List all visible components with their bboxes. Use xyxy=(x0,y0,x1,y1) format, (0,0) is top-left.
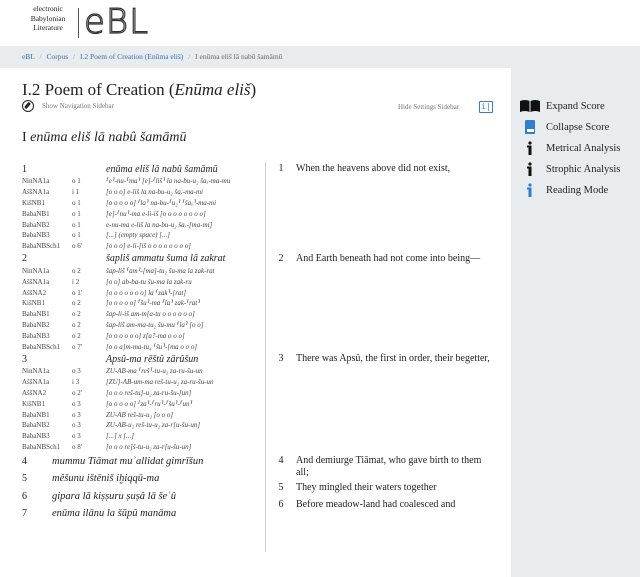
witness-line-ref: i 1 xyxy=(72,188,80,197)
reading-mode-button[interactable] xyxy=(519,182,608,198)
witness-transliteration: [e]-⸢nu⸣-ma e-li-iš [o o o o o o o o] xyxy=(106,209,206,218)
score-line-header xyxy=(22,252,225,266)
translation-line-number: 2 xyxy=(278,252,284,264)
reconstructed-line: šapliš ammatu šuma lā zakrat xyxy=(106,253,226,265)
witness-row xyxy=(22,219,212,230)
witness-siglum[interactable]: BabaNB3 xyxy=(22,432,50,441)
witness-row xyxy=(22,320,204,331)
witness-transliteration: ⸢e⸣-nu-⸢ma⸣ [e]-⸢liš⸣ la na-bu-u₂ šaₓ-ma-mu xyxy=(106,177,231,186)
logo-line: Babylonian xyxy=(30,13,66,23)
reconstructed-line: enūma ilānu la šūpû manāma xyxy=(52,508,177,520)
witness-siglum[interactable]: AššNA2 xyxy=(22,288,47,297)
witness-row xyxy=(22,176,230,187)
book-open-icon xyxy=(519,99,541,113)
witness-line-ref: o 2 xyxy=(72,266,81,275)
translation-text: When the heavens above did not exist, xyxy=(296,163,451,174)
witness-line-ref: o 1 xyxy=(72,209,81,218)
settings-sidebar-icon[interactable]: i| xyxy=(479,101,493,113)
witness-row xyxy=(22,298,200,309)
line-number[interactable]: 7 xyxy=(22,508,27,520)
show-navigation-label: Show Navigation Sidebar xyxy=(42,102,114,110)
translation-line xyxy=(266,499,491,511)
witness-transliteration: šap-li-iš am-m[a-tu o o o o o o] xyxy=(106,310,195,319)
witness-row xyxy=(22,431,134,442)
translation-text: They mingled their waters together xyxy=(296,482,437,494)
witness-siglum[interactable]: AššNA1a xyxy=(22,277,50,286)
breadcrumb-text[interactable]: I.2 Poem of Creation (Enūma eliš) xyxy=(80,52,184,61)
translation-line-number: 4 xyxy=(278,455,284,467)
hide-settings-sidebar-button[interactable]: Hide Settings Sidebar xyxy=(398,103,460,111)
witness-siglum[interactable]: BabaNB1 xyxy=(22,410,50,419)
collapsed-score-line xyxy=(22,454,262,468)
witness-line-ref: o 8' xyxy=(72,442,83,451)
line-number[interactable]: 4 xyxy=(22,455,27,467)
page-title xyxy=(22,80,256,100)
chapter-title xyxy=(22,130,187,146)
breadcrumb-corpus[interactable]: Corpus xyxy=(46,52,69,61)
witness-row xyxy=(22,309,195,320)
witness-siglum[interactable]: BabaNB1 xyxy=(22,310,50,319)
strophic-analysis-button[interactable] xyxy=(519,161,620,177)
witness-siglum[interactable]: AššNA1a xyxy=(22,378,50,387)
collapsed-score-line xyxy=(22,472,262,486)
witness-row xyxy=(22,266,215,277)
witness-siglum[interactable]: BabaNBSch1 xyxy=(22,242,61,251)
translation-line xyxy=(266,253,491,265)
reconstructed-line: gipara lā kiṣṣuru ṣuṣâ lā šeʾû xyxy=(52,490,176,502)
witness-transliteration: šap-liš am-ma-tu₂ šu-mu ⸢la⸣ [o o] xyxy=(106,320,204,329)
breadcrumb-separator: / xyxy=(73,52,76,61)
witness-siglum[interactable]: NinNA1a xyxy=(22,367,50,376)
witness-transliteration: [o o o o o o o] la ⸢zak⸣-[rat] xyxy=(106,288,187,297)
witness-row xyxy=(22,442,191,453)
witness-siglum[interactable]: AššNA2 xyxy=(22,388,47,397)
page-title-italic: Enūma eliš xyxy=(174,80,251,99)
witness-line-ref: o 2 xyxy=(72,331,81,340)
witness-row xyxy=(22,230,170,241)
witness-row xyxy=(22,198,216,209)
witness-transliteration: ZU-AB-u₂ reš-tu-u₂ za-r[u-šu-un] xyxy=(106,421,201,430)
chapter-number: I xyxy=(22,130,31,145)
witness-siglum[interactable]: BabaNB2 xyxy=(22,421,50,430)
collapsed-score-line xyxy=(22,507,262,521)
witness-line-ref: i 3 xyxy=(72,378,80,387)
witness-row xyxy=(22,366,203,377)
witness-siglum[interactable]: BabaNBSch1 xyxy=(22,442,61,451)
logo-line: Literature xyxy=(33,23,63,32)
translation-text: And Earth beneath had not come into being— xyxy=(296,252,481,264)
witness-row xyxy=(22,187,203,198)
settings-sidebar xyxy=(511,68,640,577)
translation-line-number: 3 xyxy=(278,353,284,364)
logo-ebl[interactable]: eBL xyxy=(84,2,150,42)
witness-transliteration: [o o] ab-ba-tu šu-ma la zak-ru xyxy=(106,277,192,286)
witness-row xyxy=(22,241,191,252)
reconstructed-line: mêšunu ištēniš iḫiqqū-ma xyxy=(52,473,160,485)
witness-line-ref: o 2 xyxy=(72,320,81,329)
witness-line-ref: o 1 xyxy=(72,220,81,229)
witness-line-ref: o 1 xyxy=(72,198,81,207)
reading-icon xyxy=(519,183,541,197)
compass-icon xyxy=(22,100,34,112)
reading-mode-label: Reading Mode xyxy=(546,184,609,196)
witness-transliteration: [o o o re]š-tu-u₂ za-r[u-šu-un] xyxy=(106,442,192,451)
witness-row xyxy=(22,409,173,420)
line-number[interactable]: 6 xyxy=(22,490,27,502)
breadcrumb xyxy=(0,46,640,68)
main-content xyxy=(0,68,511,577)
book-closed-icon xyxy=(519,120,541,134)
witness-line-ref: i 2 xyxy=(72,277,80,286)
witness-row xyxy=(22,287,186,298)
witness-row xyxy=(22,276,192,287)
translation-text: Before meadow-land had coalesced and xyxy=(296,499,456,511)
logo-small-text[interactable] xyxy=(22,4,74,33)
witness-siglum[interactable]: KišNB1 xyxy=(22,299,45,308)
breadcrumb-separator: / xyxy=(39,52,42,61)
collapse-score-button[interactable] xyxy=(519,119,609,135)
witness-line-ref: o 3 xyxy=(72,399,81,408)
witness-line-ref: o 6' xyxy=(72,242,83,251)
witness-row xyxy=(22,398,192,409)
page-title-suffix: ) xyxy=(250,80,257,99)
logo-line: electronic xyxy=(33,4,63,13)
witness-line-ref: o 2 xyxy=(72,310,81,319)
witness-transliteration: [o o o] e-li-[iš o o o o o o o o] xyxy=(106,242,191,251)
line-number[interactable]: 1 xyxy=(22,163,27,175)
expand-score-button[interactable] xyxy=(519,98,605,114)
witness-transliteration: ZU-AB-ma ⸢reš⸣-tu-u₂ za-ru-šu-un xyxy=(106,367,203,376)
score-line-header xyxy=(22,162,218,176)
witness-row xyxy=(22,420,200,431)
metrical-analysis-button[interactable] xyxy=(519,140,620,156)
witness-siglum[interactable]: AššNA1a xyxy=(22,188,50,197)
witness-siglum[interactable]: BabaNB3 xyxy=(22,231,50,240)
witness-siglum[interactable]: BabaNB1 xyxy=(22,209,50,218)
witness-transliteration: [o o o o o] ⸢la⸣ na-bu-⸢u₂⸣ ⸢šaₓ⸣-ma-mi xyxy=(106,198,217,207)
witness-transliteration: [ZU]-AB-um-ma reš-tu-u₂ za-ru-šu-un xyxy=(106,378,214,387)
witness-siglum[interactable]: BabaNB2 xyxy=(22,220,50,229)
witness-transliteration: [...] x [...] xyxy=(106,432,135,441)
chapter-incipit: enūma eliš lā nabû šamāmū xyxy=(30,130,187,145)
collapsed-score-line xyxy=(22,489,262,503)
page-title-prefix: I.2 Poem of Creation ( xyxy=(22,80,175,99)
witness-line-ref: o 3 xyxy=(72,432,81,441)
strophic-analysis-label: Strophic Analysis xyxy=(546,163,621,175)
witness-line-ref: o 7' xyxy=(72,342,83,351)
metrical-analysis-label: Metrical Analysis xyxy=(546,142,621,154)
metrical-icon xyxy=(519,141,541,155)
collapse-score-label: Collapse Score xyxy=(546,121,610,133)
translation-line xyxy=(266,482,491,494)
strophic-icon xyxy=(519,162,541,176)
witness-siglum[interactable]: KišNB1 xyxy=(22,399,45,408)
witness-transliteration: [o o o] e-liš la na-bu-u₂ šaₓ-ma-mi xyxy=(106,188,203,197)
witness-line-ref: o 2 xyxy=(72,299,81,308)
logo-divider xyxy=(78,8,79,38)
line-number[interactable]: 3 xyxy=(22,353,27,365)
breadcrumb-separator: / xyxy=(188,52,191,61)
witness-transliteration: [o o o o o] ⸢za⸣-⸢ru⸣-⸢šu⸣-⸢un⸣ xyxy=(106,399,193,408)
breadcrumb-current: I enūma eliš lā nabû šamāmū xyxy=(195,52,283,61)
reconstructed-line: enūma eliš lā nabû šamāmū xyxy=(106,163,218,175)
witness-transliteration: šap-liš ⸢am⸣-[ma]-tu₂ šu-ma la zak-rat xyxy=(106,266,215,275)
witness-row xyxy=(22,330,185,341)
witness-transliteration: [...] (empty space) [...] xyxy=(106,231,170,240)
witness-line-ref: o 1 xyxy=(72,177,81,186)
witness-siglum[interactable]: NinNA1a xyxy=(22,266,50,275)
score-line-header xyxy=(22,352,198,366)
translation-text: There was Apsû, the first in order, their begetter, xyxy=(296,353,490,364)
witness-transliteration: ZU-AB reš-tu-u₂ [o o o] xyxy=(106,410,174,419)
line-number[interactable]: 2 xyxy=(22,253,27,265)
translation-line-number: 6 xyxy=(278,499,284,511)
translation-text: And demiurge Tiāmat, who gave birth to them all; xyxy=(296,455,482,479)
witness-transliteration: [o o o o o] ⸢šu⸣-ma ⸢la⸣ zak-⸢rat⸣ xyxy=(106,299,200,308)
translation-line xyxy=(266,455,491,479)
witness-transliteration: [o o o reš-tu]-u₂ za-ru-šu-[un] xyxy=(106,388,192,397)
witness-transliteration: [o o a]m-ma-tu₄ ⸢šu⸣-[ma o o o] xyxy=(106,342,198,351)
witness-siglum[interactable]: BabaNB2 xyxy=(22,320,50,329)
witness-line-ref: o 3 xyxy=(72,421,81,430)
witness-transliteration: [o o o o o o] z[a?-ma o o o] xyxy=(106,331,185,340)
header xyxy=(0,0,640,46)
witness-row xyxy=(22,388,191,399)
line-number[interactable]: 5 xyxy=(22,473,27,485)
breadcrumb-ebl[interactable]: eBL xyxy=(22,52,35,61)
witness-line-ref: o 1' xyxy=(72,288,83,297)
translation-line-number: 5 xyxy=(278,482,284,494)
witness-siglum[interactable]: KišNB1 xyxy=(22,198,45,207)
witness-siglum[interactable]: NinNA1a xyxy=(22,177,50,186)
show-navigation-sidebar-button[interactable] xyxy=(22,100,114,112)
translation-line xyxy=(266,163,491,175)
witness-line-ref: o 2' xyxy=(72,388,83,397)
expand-score-label: Expand Score xyxy=(546,100,605,112)
witness-siglum[interactable]: BabaNB3 xyxy=(22,331,50,340)
witness-transliteration: e-nu-ma e-liš la na-bu-u₂ šaₓ-[ma-mi] xyxy=(106,220,213,229)
reconstructed-line: mummu Tiāmat muʾallidat gimrīšun xyxy=(52,455,204,467)
witness-row xyxy=(22,377,214,388)
witness-line-ref: o 3 xyxy=(72,410,81,419)
witness-row xyxy=(22,208,206,219)
witness-line-ref: o 3 xyxy=(72,367,81,376)
translation-line xyxy=(266,353,491,365)
translation-line-number: 1 xyxy=(278,163,284,174)
reconstructed-line: Apsû-ma rēštû zārûšun xyxy=(106,353,199,365)
witness-line-ref: o 1 xyxy=(72,231,81,240)
witness-siglum[interactable]: BabaNBSch1 xyxy=(22,342,61,351)
witness-row xyxy=(22,341,197,352)
